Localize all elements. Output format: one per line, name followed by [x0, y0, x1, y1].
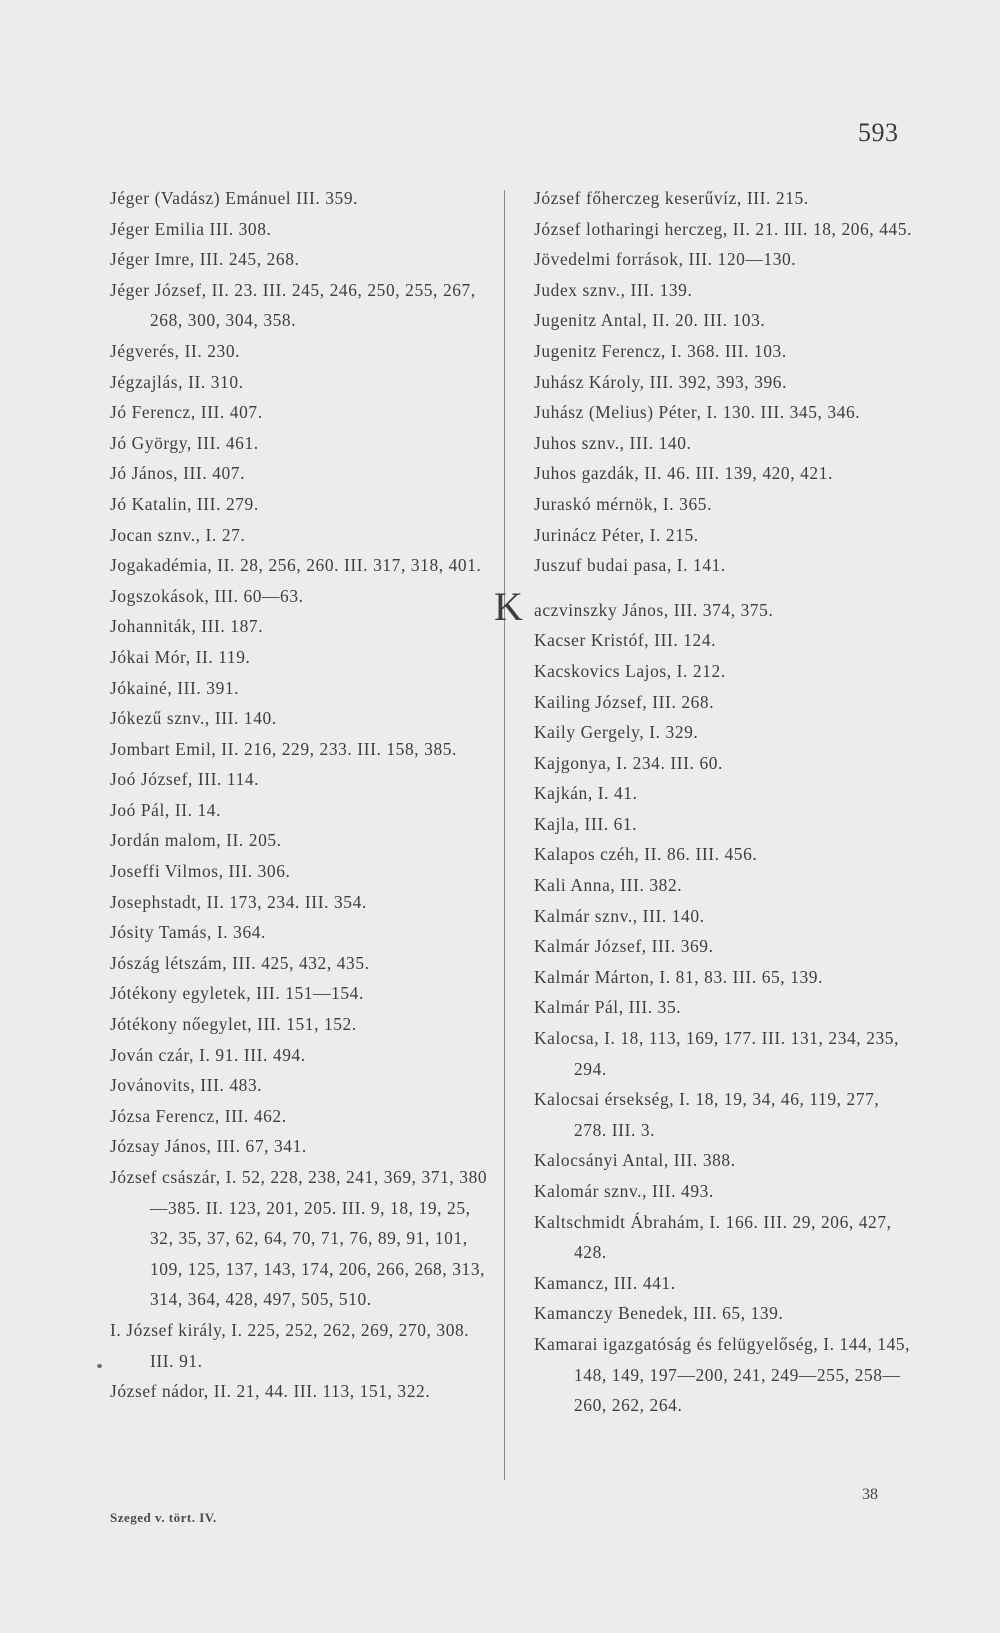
index-entry: Jó György, III. 461. [110, 432, 259, 453]
index-entry-k-first: Kaczvinszky János, III. 374, 375. [494, 583, 774, 629]
index-entry: Kamancz, III. 441. [534, 1272, 676, 1293]
index-entry: Juhos sznv., III. 140. [534, 432, 692, 453]
index-entry: Johanniták, III. 187. [110, 616, 264, 637]
index-entry: József nádor, II. 21, 44. III. 113, 151, 322. [110, 1381, 431, 1402]
index-entry: I. József király, I. 225, 252, 262, 269, 270, 308. III. 91. [110, 1319, 470, 1371]
sheet-number: 38 [862, 1486, 878, 1503]
index-entry: Jószág létszám, III. 425, 432, 435. [110, 952, 370, 973]
index-entry: Kajkán, I. 41. [534, 783, 638, 804]
index-entry: Kaily Gergely, I. 329. [534, 722, 699, 743]
index-entry: Jégzajlás, II. 310. [110, 371, 244, 392]
index-entry: Jó Katalin, III. 279. [110, 493, 259, 514]
index-entry: Jéger (Vadász) Emánuel III. 359. [110, 188, 359, 208]
index-entry: Jocan sznv., I. 27. [110, 524, 246, 545]
index-entry: Juhász Károly, III. 392, 393, 396. [534, 371, 788, 392]
index-entry: Jókainé, III. 391. [110, 677, 240, 698]
index-entry: Jó Ferencz, III. 407. [110, 402, 263, 423]
index-entry: Kamarai igazgatóság és felügyelőség, I. 144, 145, 148, 149, 197—200, 241, 249—255, 258—260, 262, 264. [534, 1333, 911, 1416]
index-entry: Joó József, III. 114. [110, 769, 260, 790]
index-entry: Juhos gazdák, II. 46. III. 139, 420, 421. [534, 463, 833, 484]
index-entry: József főherczeg keserűvíz, III. 215. [534, 188, 809, 208]
index-entry: Kalmár Pál, III. 35. [534, 997, 682, 1018]
index-entry: Kajla, III. 61. [534, 813, 638, 834]
index-column-right [494, 183, 914, 1421]
index-entry: Kacser Kristóf, III. 124. [534, 630, 717, 651]
index-column-left [110, 183, 490, 1407]
index-entry: Kalocsányi Antal, III. 388. [534, 1150, 736, 1171]
index-entry: József lotharingi herczeg, II. 21. III. 18, 206, 445. [534, 218, 913, 239]
signature-mark: Szeged v. tört. IV. [110, 1510, 217, 1525]
index-entry: Jordán malom, II. 205. [110, 830, 282, 851]
index-entry: Jovánovits, III. 483. [110, 1075, 263, 1096]
index-entry: Jugenitz Ferencz, I. 368. III. 103. [534, 340, 787, 361]
index-entry: Joó Pál, II. 14. [110, 799, 222, 820]
index-entry: Jogakadémia, II. 28, 256, 260. III. 317, 318, 401. [110, 555, 482, 576]
index-entry: Jótékony nőegylet, III. 151, 152. [110, 1014, 357, 1035]
index-entry: Judex sznv., III. 139. [534, 279, 693, 300]
index-entry: Jombart Emil, II. 216, 229, 233. III. 158, 385. [110, 738, 457, 759]
index-entry: Kamanczy Benedek, III. 65, 139. [534, 1303, 784, 1324]
index-entry: Jósity Tamás, I. 364. [110, 922, 266, 943]
index-entry: Jován czár, I. 91. III. 494. [110, 1044, 306, 1065]
index-group-k [534, 625, 914, 1420]
index-entry: Juraskó mérnök, I. 365. [534, 493, 713, 514]
page-number: 593 [858, 118, 899, 147]
index-entry: Kalocsa, I. 18, 113, 169, 177. III. 131, 234, 235, 294. [534, 1028, 900, 1079]
index-entry: Kacskovics Lajos, I. 212. [534, 660, 726, 681]
index-entry: Juszuf budai pasa, I. 141. [534, 555, 726, 576]
index-group-j [534, 183, 914, 581]
column-divider [504, 190, 505, 1480]
index-entry: Jéger Imre, III. 245, 268. [110, 249, 300, 270]
index-entry: Jó János, III. 407. [110, 463, 246, 484]
index-entry: Kalmár Márton, I. 81, 83. III. 65, 139. [534, 966, 824, 987]
index-entry: Kalomár sznv., III. 493. [534, 1181, 714, 1201]
index-entry: Juhász (Melius) Péter, I. 130. III. 345, 346. [534, 402, 861, 423]
index-entry: Kalmár sznv., III. 140. [534, 905, 705, 926]
index-entry: Józsa Ferencz, III. 462. [110, 1105, 287, 1126]
index-entry: Kali Anna, III. 382. [534, 875, 683, 896]
index-entry: Jugenitz Antal, II. 20. III. 103. [534, 310, 766, 331]
index-entry: Jótékony egyletek, III. 151—154. [110, 983, 364, 1004]
index-entry: Józsay János, III. 67, 341. [110, 1136, 307, 1157]
print-speck [97, 1364, 102, 1368]
index-entry: Kalmár József, III. 369. [534, 936, 714, 957]
index-entry: Kajgonya, I. 234. III. 60. [534, 752, 723, 773]
index-entry: Jövedelmi források, III. 120—130. [534, 249, 797, 270]
index-entry: Joseffi Vilmos, III. 306. [110, 861, 291, 882]
index-entry: Jogszokások, III. 60—63. [110, 585, 304, 606]
index-entry: Jéger József, II. 23. III. 245, 246, 250, 255, 267, 268, 300, 304, 358. [110, 279, 476, 331]
index-entry: Kalocsai érsekség, I. 18, 19, 34, 46, 119, 277, 278. III. 3. [534, 1089, 880, 1140]
index-entry: Josephstadt, II. 173, 234. III. 354. [110, 891, 367, 912]
index-entry: Kaltschmidt Ábrahám, I. 166. III. 29, 206, 427, 428. [534, 1211, 892, 1263]
index-entry: Jókai Mór, II. 119. [110, 646, 251, 667]
index-entry-text: aczvinszky János, III. 374, 375. [534, 599, 774, 620]
index-entry: Jókezű sznv., III. 140. [110, 708, 277, 729]
index-entry: József császár, I. 52, 228, 238, 241, 369, 371, 380—385. II. 123, 201, 205. III. 9, 18, 19, 25, 32, 35, 37, 62, 64, 70, 71, 76, 89, 91, 101, 109, 125, 137, 143, 174, 206, 266, 268, 313, 314, 364, 428, 497, 505, 510. [110, 1167, 488, 1310]
index-entry: Jégverés, II. 230. [110, 340, 241, 361]
index-entry: Kalapos czéh, II. 86. III. 456. [534, 844, 758, 865]
index-entry: Jurinácz Péter, I. 215. [534, 524, 699, 545]
index-entry: Jéger Emilia III. 308. [110, 218, 272, 239]
index-entry: Kailing József, III. 268. [534, 691, 715, 712]
